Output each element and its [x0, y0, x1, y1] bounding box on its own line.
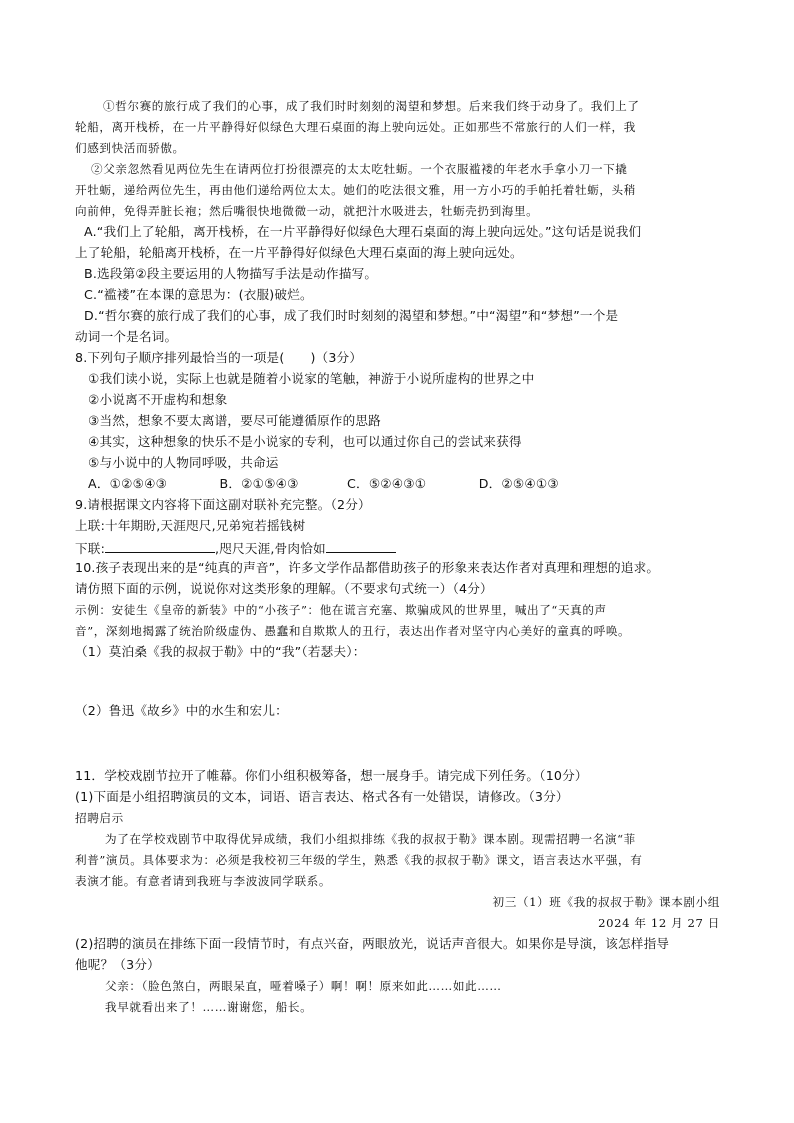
notice-line2: 利普”演员。具体要求为：必须是我校初三年级的学生，熟悉《我的叔叔于勒》课文，语言表达水平强，有 — [75, 853, 643, 867]
q10-stem-line1: 10.孩子表现出来的是“纯真的声音”，许多文学作品都借助孩子的形象来表达作者对真理和理想的追求。 — [75, 560, 660, 575]
q8-option-c: C．⑤②④③① — [347, 476, 427, 491]
passage-p2-line1: ②父亲忽然看见两位先生在请两位打扮很漂亮的太太吃牡蛎。一个衣服褴褛的年老水手拿小刀一下撬 — [91, 162, 628, 176]
q8-sentence-4: ④其实，这种想象的快乐不是小说家的专利，也可以通过你自己的尝试来获得 — [88, 434, 522, 449]
q9-blank-1[interactable] — [105, 538, 215, 553]
q11-stem: 11．学校戏剧节拉开了帷幕。你们小组积极筹备，想一展身手。请完成下列任务。（10分） — [75, 768, 588, 783]
q8-sentence-5: ⑤与小说中的人物同呼吸，共命运 — [88, 455, 279, 470]
q11-sub1: (1)下面是小组招聘演员的文本，词语、语言表达、格式各有一处错误，请修改。（3分） — [75, 789, 569, 804]
q9-blank-2[interactable] — [326, 538, 396, 553]
notice-line1: 为了在学校戏剧节中取得优异成绩，我们小组拟排练《我的叔叔于勒》课本剧。现需招聘一名演“菲 — [105, 832, 636, 846]
q8-option-b: B．②①⑤④③ — [219, 476, 299, 491]
q11-sub2-line2: 他呢？（3分） — [75, 957, 160, 972]
notice-signature: 初三（1）班《我的叔叔于勒》课本剧小组 — [492, 895, 720, 909]
notice-line3: 表演才能。有意者请到我班与李波波同学联系。 — [75, 874, 332, 888]
passage-p1-line3: 们感到快活而骄傲。 — [75, 141, 185, 155]
q7-option-a-line1: A.“我们上了轮船，离开栈桥，在一片平静得好似绿色大理石桌面的海上驶向远处。”这句话是说我们 — [84, 224, 642, 239]
q7-option-c: C.“褴褛”在本课的意思为：(衣服)破烂。 — [84, 287, 313, 302]
q8-sentence-2: ②小说离不开虚构和想象 — [88, 392, 228, 407]
script-line1: 父亲：（脸色煞白，两眼呆直，哑着嗓子）啊！啊！原来如此……如此…… — [105, 979, 502, 993]
q7-option-b: B.选段第②段主要运用的人物描写手法是动作描写。 — [84, 266, 378, 281]
q10-sub1: （1）莫泊桑《我的叔叔于勒》中的“我”（若瑟夫）： — [75, 644, 366, 659]
q7-option-a-line2: 上了轮船，轮船离开栈桥，在一片平静得好似绿色大理石桌面的海上驶向远处。 — [75, 245, 523, 260]
q11-sub2-line1: (2)招聘的演员在排练下面一段情节时，有点兴奋，两眼放光，说话声音很大。如果你是导演，该怎样指导 — [75, 936, 670, 951]
notice-date: 2024 年 12 月 27 日 — [598, 916, 720, 930]
q8-options — [88, 475, 738, 493]
script-line2: 我早就看出来了！……谢谢您，船长。 — [105, 1000, 313, 1014]
notice-title: 招聘启示 — [75, 811, 124, 825]
q8-stem: 8.下列句子顺序排列最恰当的一项是( )（3分） — [75, 350, 363, 365]
q9-stem: 9.请根据课文内容将下面这副对联补充完整。（2分） — [75, 497, 371, 512]
q10-stem-line2: 请仿照下面的示例，说说你对这类形象的理解。（不要求句式统一）（4分） — [75, 581, 493, 596]
passage-p1-line1: ①哲尔赛的旅行成了我们的心事，成了我们时时刻刻的渴望和梦想。后来我们终于动身了。我们上了 — [103, 99, 640, 113]
passage-p2-line3: 向前伸，免得弄脏长袍；然后嘴很快地微微一动，就把汁水吸进去，牡蛎壳扔到海里。 — [75, 204, 539, 218]
q7-option-d-line1: D.“哲尔赛的旅行成了我们的心事，成了我们时时刻刻的渴望和梦想。”中“渴望”和“梦想”一个是 — [84, 308, 619, 323]
q8-option-a: A．①②⑤④③ — [88, 476, 168, 491]
q8-option-d: D．②⑤④①③ — [478, 476, 559, 491]
q9-lower-couplet: 下联: ,咫尺天涯,骨肉恰如 — [75, 538, 725, 558]
q10-example-line2: 音”，深刻地揭露了统治阶级虚伪、愚蠢和自欺欺人的丑行，表达出作者对坚守内心美好的童真的呼唤。 — [75, 624, 631, 638]
q8-sentence-1: ①我们读小说，实际上也就是随着小说家的笔触，神游于小说所虚构的世界之中 — [88, 371, 535, 386]
q8-sentence-3: ③当然，想象不要太离谱，要尽可能遵循原作的思路 — [88, 413, 381, 428]
passage-p2-line2: 开牡蛎，递给两位先生，再由他们递给两位太太。她们的吃法很文雅，用一方小巧的手帕托着牡蛎，头稍 — [75, 183, 636, 197]
q9-upper-couplet: 上联:十年期盼,天涯咫尺,兄弟宛若摇钱树 — [75, 518, 306, 533]
passage-p1-line2: 轮船，离开栈桥，在一片平静得好似绿色大理石桌面的海上驶向远处。正如那些不常旅行的人们一样，我 — [75, 120, 636, 134]
q10-example-line1: 示例：安徒生《皇帝的新装》中的“小孩子”：他在谎言充塞、欺骗成风的世界里，喊出了“天真的声 — [75, 603, 607, 617]
q10-sub2: （2）鲁迅《故乡》中的水生和宏儿： — [75, 703, 288, 718]
q7-option-d-line2: 动词一个是名词。 — [75, 329, 178, 344]
